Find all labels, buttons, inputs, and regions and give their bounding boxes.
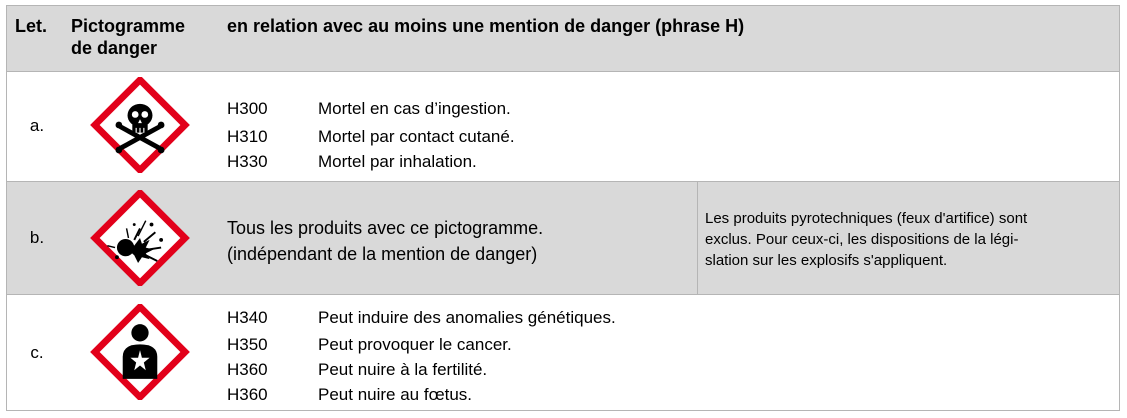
note-line: slation sur les explosifs s'appliquent. [705, 252, 948, 269]
table-row [7, 295, 1119, 410]
note-line: Les produits pyrotechniques (feux d'artifice) sont [705, 210, 1028, 227]
header-pictogram [71, 15, 185, 59]
h-code: H340 [227, 308, 268, 327]
h-text: Peut provoquer le cancer. [318, 335, 512, 354]
health-hazard-icon [87, 304, 193, 400]
header-pictogram-line1: Pictogramme [71, 16, 186, 36]
exploding-bomb-icon [87, 190, 193, 286]
h-text: Mortel par inhalation. [318, 152, 477, 171]
h-code: H300 [227, 99, 268, 118]
h-text: Peut nuire au fœtus. [318, 385, 473, 404]
row-letter: c. [30, 343, 44, 362]
header-relation: en relation avec au moins une mention de danger (phrase H) [227, 16, 745, 36]
row-letter: a. [29, 116, 45, 135]
pictogram-statement-line1: Tous les produits avec ce pictogramme. [227, 218, 544, 238]
h-text: Peut nuire à la fertilité. [318, 360, 488, 379]
h-code: H360 [227, 360, 268, 379]
header-let: Let. [15, 16, 48, 36]
h-text: Peut induire des anomalies génétiques. [318, 308, 616, 327]
header-pictogram-line2: de danger [71, 38, 158, 58]
skull-and-crossbones-icon [87, 77, 193, 173]
h-code: H330 [227, 152, 268, 171]
h-code: H360 [227, 385, 268, 404]
note-line: exclus. Pour ceux-ci, les dispositions de la légi- [705, 231, 1019, 248]
row-letter: b. [29, 228, 45, 247]
divider [697, 182, 698, 294]
table-row [7, 182, 1119, 294]
h-text: Mortel en cas d’ingestion. [318, 99, 511, 118]
table-row [7, 72, 1119, 181]
h-text: Mortel par contact cutané. [318, 127, 515, 146]
h-code: H310 [227, 127, 268, 146]
hazard-table [6, 5, 1120, 411]
table-header [7, 6, 1119, 71]
pictogram-statement-line2: (indépendant de la mention de danger) [227, 244, 538, 264]
h-code: H350 [227, 335, 268, 354]
